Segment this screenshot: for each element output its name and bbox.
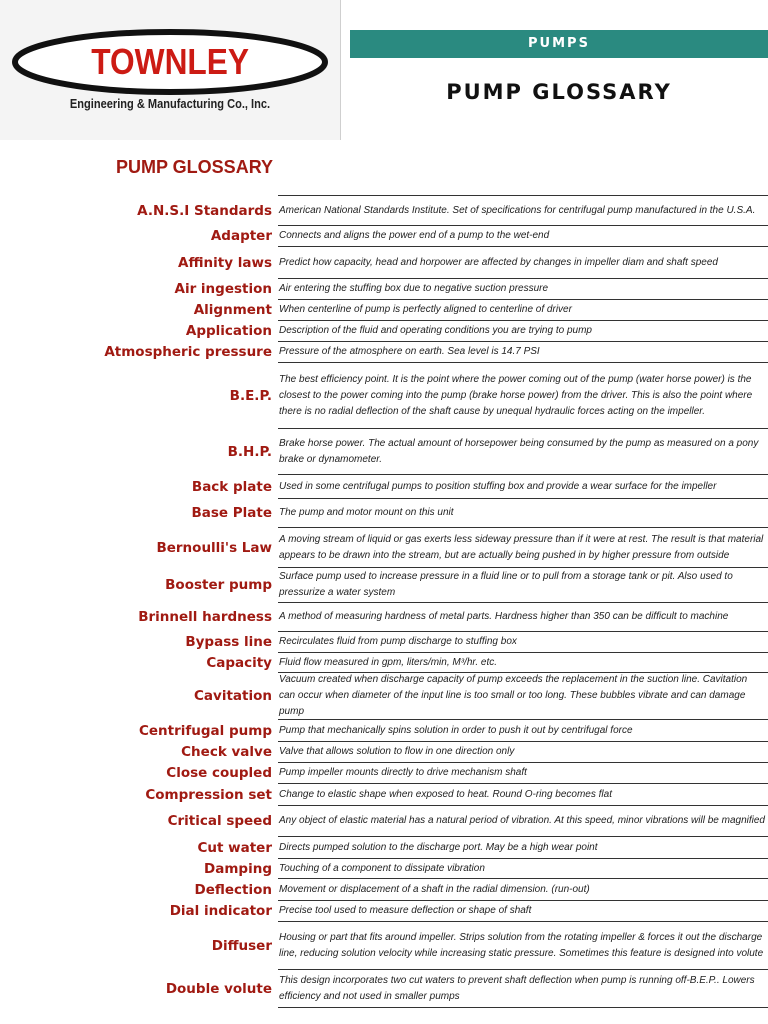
- glossary-term: Dial indicator: [169, 903, 272, 919]
- glossary-row: [185, 320, 768, 341]
- glossary-term: Alignment: [193, 302, 272, 318]
- glossary-definition: Pump impeller mounts directly to drive mechanism shaft: [279, 767, 527, 778]
- glossary-term: Diffuser: [211, 937, 272, 954]
- glossary-row: [137, 195, 768, 225]
- glossary-definition: Change to elastic shape when exposed to heat. Round O-ring becomes flat: [279, 788, 612, 800]
- glossary-row: [211, 921, 768, 969]
- glossary-definition: When centerline of pump is perfectly aligned to centerline of driver: [279, 304, 572, 315]
- glossary-definition: Description of the fluid and operating conditions you are trying to pump: [279, 325, 592, 336]
- glossary-term: Double volute: [165, 980, 272, 997]
- glossary-term: Deflection: [194, 881, 272, 898]
- glossary-definition: Surface pump used to increase pressure in a fluid line or to pull from a storage tank or pit. Also used to pressurize a water system: [279, 571, 733, 598]
- glossary-definition: Precise tool used to measure deflection or shape of shaft: [279, 905, 532, 916]
- category-banner: PUMPS: [350, 30, 768, 58]
- glossary-definition: Pump that mechanically spins solution in order to push it out by centrifugal force: [279, 724, 633, 736]
- glossary-term: Air ingestion: [174, 281, 272, 297]
- section-title: PUMP GLOSSARY: [116, 157, 274, 177]
- glossary-definition: A method of measuring hardness of metal parts. Hardness higher than 350 can be difficult to machine: [279, 611, 729, 622]
- glossary-row: [229, 362, 768, 428]
- glossary-definition: This design incorporates two cut waters to prevent shaft deflection when pump is running off-B.E.P.. Lowers efficiency and not used in smaller pumps: [279, 974, 755, 1002]
- glossary-row: [165, 567, 768, 602]
- glossary-term: Brinnell hardness: [138, 609, 272, 625]
- glossary-row: [104, 341, 768, 362]
- logo-tagline: Engineering & Manufacturing Co., Inc.: [69, 96, 271, 111]
- glossary-definition: The best efficiency point. It is the point where the power coming out of the pump (water horse power) is the closest to the power coming into the pump (brake horse power) from the driver. This is also the point where there is no radial deflection of the shaft cause by unequal hydraulic forces acting on the impeller.: [279, 373, 753, 417]
- glossary-definition: A moving stream of liquid or gas exerts less sideway pressure than if it were at rest. The result is that material appears to be drawn into the stream, but are actually being pushed in by higher pressure from outside: [279, 533, 764, 561]
- glossary-definition: Air entering the stuffing box due to negative suction pressure: [279, 283, 549, 294]
- glossary-row: [210, 225, 768, 246]
- glossary-definition: American National Standards Institute. Set of specifications for centrifugal pump manufactured in the U.S.A.: [279, 204, 756, 216]
- glossary-term: B.H.P.: [227, 443, 272, 460]
- glossary-row: [167, 805, 768, 836]
- glossary-row: [156, 527, 768, 567]
- glossary-term: Booster pump: [165, 577, 272, 593]
- glossary-row: [178, 246, 768, 278]
- glossary-term: Affinity laws: [178, 254, 272, 271]
- glossary-row: [206, 652, 768, 672]
- glossary-term: Centrifugal pump: [138, 722, 272, 739]
- glossary-definition: Connects and aligns the power end of a pump to the wet-end: [279, 230, 550, 241]
- glossary-definition: Touching of a component to dissipate vibration: [279, 862, 485, 874]
- glossary-term: Capacity: [206, 654, 272, 671]
- glossary-term: Critical speed: [167, 813, 272, 829]
- glossary-row: [193, 299, 768, 320]
- glossary-row: [169, 900, 768, 921]
- glossary-term: Cavitation: [194, 688, 272, 704]
- glossary-row: [166, 762, 768, 783]
- glossary-term: Back plate: [191, 478, 272, 495]
- glossary-term: Atmospheric pressure: [104, 344, 272, 360]
- glossary-term: Base Plate: [191, 505, 272, 521]
- glossary-definition: Valve that allows solution to flow in one direction only: [279, 746, 515, 757]
- glossary-row: [181, 741, 768, 762]
- glossary-term: B.E.P.: [229, 387, 272, 404]
- glossary-definition: Used in some centrifugal pumps to position stuffing box and provide a wear surface for the impeller: [279, 480, 717, 492]
- glossary-definition: Recirculates fluid from pump discharge to stuffing box: [279, 636, 517, 647]
- glossary-table: [0, 195, 768, 1008]
- glossary-row: [194, 878, 768, 900]
- document-title: PUMP GLOSSARY: [446, 80, 672, 104]
- glossary-definition: Directs pumped solution to the discharge port. May be a high wear point: [279, 841, 598, 853]
- glossary-term: Compression set: [145, 786, 272, 803]
- glossary-term: Cut water: [197, 839, 272, 856]
- glossary-term: Bypass line: [185, 634, 272, 650]
- glossary-definition: Housing or part that fits around impeller. Strips solution from the rotating impeller & forces it out the discharge line, reducing solution velocity while increasing static pressure. Sometimes this feature is designed into volute: [279, 931, 764, 959]
- glossary-row: [191, 474, 768, 498]
- glossary-row: [138, 602, 768, 631]
- glossary-definition: The pump and motor mount on this unit: [279, 507, 454, 518]
- glossary-term: Close coupled: [166, 765, 272, 781]
- glossary-row: [197, 836, 768, 858]
- glossary-row: [145, 783, 768, 805]
- townley-logo: [10, 28, 330, 100]
- header-divider: [340, 0, 341, 140]
- glossary-definition: Brake horse power. The actual amount of horsepower being consumed by the pump as measured on a pony brake or dynamometer.: [279, 437, 759, 465]
- glossary-term: Bernoulli's Law: [156, 539, 272, 556]
- glossary-term: Application: [185, 323, 272, 339]
- logo-text: TOWNLEY: [91, 42, 250, 83]
- glossary-row: [191, 498, 768, 527]
- glossary-term: Damping: [204, 860, 272, 877]
- glossary-definition: Predict how capacity, head and horpower are affected by changes in impeller diam and shaft speed: [279, 256, 718, 268]
- glossary-row: [174, 278, 768, 299]
- glossary-row: [138, 719, 768, 741]
- glossary-definition: Vacuum created when discharge capacity of pump exceeds the replacement in the suction line. Cavitation can occur when diameter of the input line is too small or too long. These bubbles vibrate and can damage pump: [279, 674, 748, 717]
- glossary-row: [227, 428, 768, 474]
- glossary-term: A.N.S.I Standards: [137, 202, 272, 219]
- glossary-definition: Fluid flow measured in gpm, liters/min, M³/hr. etc.: [279, 656, 498, 668]
- glossary-definition: Movement or displacement of a shaft in the radial dimension. (run-out): [279, 883, 590, 895]
- glossary-row: [194, 672, 768, 719]
- glossary-row: [165, 969, 768, 1008]
- glossary-definition: Pressure of the atmosphere on earth. Sea level is 14.7 PSI: [279, 346, 540, 357]
- glossary-term: Adapter: [210, 228, 272, 244]
- glossary-row: [185, 631, 768, 652]
- glossary-definition: Any object of elastic material has a natural period of vibration. At this speed, minor vibrations will be magnified: [279, 815, 765, 826]
- glossary-row: [204, 858, 768, 878]
- glossary-term: Check valve: [181, 744, 272, 760]
